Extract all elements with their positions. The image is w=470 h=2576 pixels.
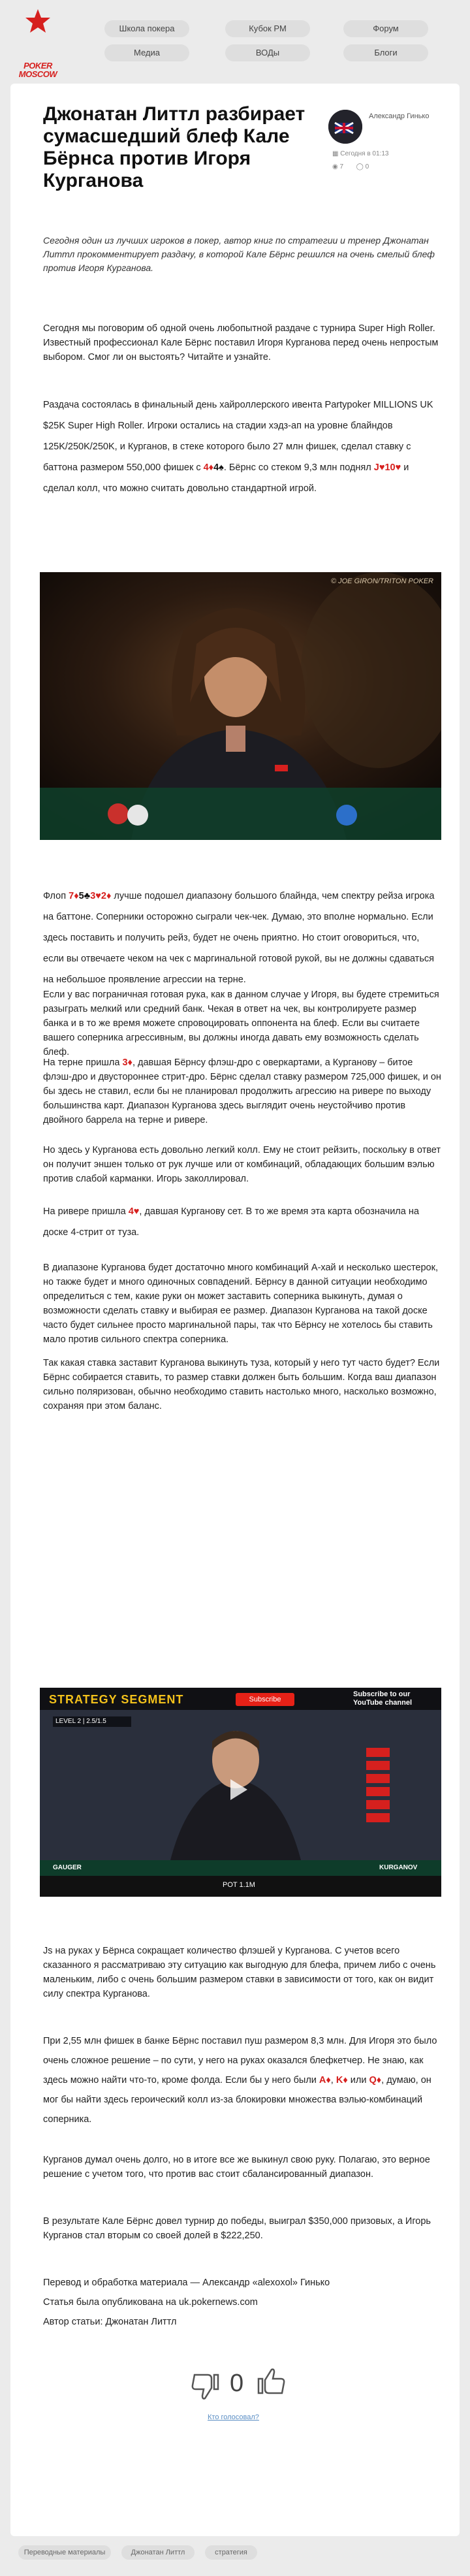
nav-poker-school[interactable]: Школа покера	[104, 20, 189, 37]
card-3d: 3♦	[122, 1057, 133, 1068]
nav-vods[interactable]: ВОДы	[225, 44, 310, 61]
video-pot: POT 1.1M	[223, 1881, 255, 1889]
who-voted-link[interactable]: Кто голосовал?	[208, 2413, 259, 2421]
paragraph-3: Флоп 7♦5♣3♥2♦ лучше подошел диапазону большого блайнда, чем спектру рейза игрока на баттоне. Соперники осторожно сыграли чек-чек. Думаю, это вполне нормально. Если здесь поставить и получить рейз, будет не очень приятно. Но стоит оговориться, что, если вы отвечаете чеком на чек с маргинальной готовой рукой, вы не должны сдаваться на небольшое проявление агрессии на терне.	[43, 891, 435, 985]
video-subscribe-button[interactable]: Subscribe	[236, 1693, 294, 1706]
credit-source: Статья была опубликована на uk.pokernews.com	[43, 2297, 258, 2308]
comments-count: 0	[365, 163, 369, 170]
card-7d: 7♦	[69, 891, 79, 901]
article-title: Джонатан Литтл разбирает сумасшедший блеф Кале Бёрнса против Игоря Курганова	[43, 103, 306, 191]
vote-widget	[189, 2366, 294, 2411]
card-3h: 3♥	[90, 891, 101, 901]
nav-cup[interactable]: Кубок РМ	[225, 20, 310, 37]
credit-author: Автор статьи: Джонатан Литтл	[43, 2317, 177, 2327]
card-qd: Q♦	[369, 2075, 382, 2085]
paragraph-2: Раздача состоялась в финальный день хайроллерского ивента Partypoker MILLIONS UK $25K Super High Roller. Игроки остались на стадии хэдз-ап на уровне блайндов 125K/250K/250K, и Курганов, в стеке которого было 27 млн фишек, сделал ставку с баттона размером 550,000 фишек с 4♦4♠. Бёрнс со стеком 9,3 млн поднял J♥10♥ и сделал колл, что можно считать довольно стандартной игрой.	[43, 400, 433, 494]
card-jh: J♥	[373, 462, 385, 473]
tag-strategy[interactable]: стратегия	[205, 2545, 257, 2560]
paragraph-12: Курганов думал очень долго, но в итоге все же выкинул свою руку. Полагаю, это верное решение с учетом того, что против вас стоит сбалансированный диапазон.	[43, 2155, 430, 2180]
publish-date: Сегодня в 01:13	[340, 150, 389, 157]
play-icon[interactable]	[230, 1779, 247, 1800]
paragraph-4: Если у вас пограничная готовая рука, как в данном случае у Игоря, вы будете стремиться разыграть мелкий или средний банк. Чекая в ответ на чек, вы контролируете размер банка и в то же время можете спровоцировать оппонента на блеф. Если вы считаете вашего соперника агрессивным, вы должны иногда давать ему возможность сделать блеф.	[43, 990, 439, 1057]
publish-date-row	[332, 150, 388, 157]
avatar[interactable]	[328, 110, 362, 144]
site-header	[0, 0, 470, 84]
paragraph-7: На ривере пришла 4♥, давшая Курганову сет. В то же время эта карта обозначила на доске 4-стрит от туза.	[43, 1206, 419, 1238]
card-2d: 2♦	[101, 891, 112, 901]
stats-row	[332, 163, 369, 170]
calendar-icon: ▦	[332, 150, 339, 157]
logo-text-moscow: MOSCOW	[18, 69, 57, 79]
tag-jonathan-little[interactable]: Джонатан Литтл	[121, 2545, 195, 2560]
tag-translations[interactable]: Переводные материалы	[18, 2545, 111, 2560]
nav-blogs[interactable]: Блоги	[343, 44, 428, 61]
card-ad: A♦	[319, 2075, 331, 2085]
paragraph-9: Так какая ставка заставит Курганова выкинуть туза, который у него тут часто будет? Если Бёрнс собирается ставить, то размер ставки должен быть большим. Когда ваш диапазон сильно поляризован, обычно необходимо ставить настолько много, насколько возможно, сохраняя при этом баланс.	[43, 1358, 440, 1411]
card-kd: K♦	[336, 2075, 348, 2085]
card-4s: 4♠	[213, 462, 224, 473]
video-subscribe-text: Subscribe to our YouTube channel	[353, 1690, 413, 1707]
site-logo[interactable]	[13, 8, 63, 77]
video-segment-title: STRATEGY SEGMENT	[49, 1693, 184, 1706]
youtube-video[interactable]	[40, 1688, 441, 1897]
video-level: LEVEL 2 | 2.5/1.5	[55, 1718, 106, 1725]
author-block	[328, 110, 452, 170]
logo-text-poker: POKER	[24, 61, 52, 71]
nav-media[interactable]: Медиа	[104, 44, 189, 61]
comment-icon: ◯	[356, 163, 364, 170]
card-4h: 4♥	[128, 1206, 140, 1217]
paragraph-5: На терне пришла 3♦, давшая Бёрнсу флэш-дро с оверкартами, а Курганову – битое флэш-дро и двустороннее стрит-дро. Бёрнс сделал ставку размером 725,000 фишек, и он бы здесь не ставил, если бы не планировал продолжить агрессию на ривере по выходу большинства карт. Диапазон Курганова здесь выглядит очень неустойчиво против двойного баррела на терне и ривере.	[43, 1057, 441, 1125]
video-player2: KURGANOV	[379, 1864, 418, 1871]
video-player1: GAUGER	[53, 1864, 82, 1871]
paragraph-13: В результате Кале Бёрнс довел турнир до победы, выиграл $350,000 призовых, а Игорь Курганов стал вторым со своей долей в $222,250.	[43, 2216, 431, 2241]
views-count: 7	[339, 163, 344, 170]
credit-translator: Перевод и обработка материала — Александр «alexoxol» Гинько	[43, 2278, 330, 2288]
thumbs-down-icon[interactable]	[189, 2370, 222, 2402]
paragraph-8: В диапазоне Курганова будет достаточно много комбинаций А-хай и несколько шестерок, но также будет и много одиночных совпадений. Бёрнсу в данной ситуации необходимо определиться с тем, какие руки он может заставить соперника выкинуть, думая о возможности сделать ставку и выбирая ее размер. Диапазон Курганова на такой доске часто будет сильнее просто маргинальной пары, так что Бёрнсу не хотелось бы ставить мало против сильного спектра соперника.	[43, 1263, 438, 1345]
paragraph-10: Js на руках у Бёрнса сокращает количество флэшей у Курганова. С учетов всего сказанного я рассматриваю эту ситуацию как выгодную для блефа, причем либо с очень маленьким, либо с очень большим размером ставки в зависимости от того, как он видит силу спектра Курганова.	[43, 1946, 436, 1999]
paragraph-1: Сегодня мы поговорим об одной очень любопытной раздаче с турнира Super High Roller. Известный профессионал Кале Бёрнс поставил Игоря Курганова перед очень непростым выбором. Смог ли он выстоять? Читайте и узнайте.	[43, 323, 439, 362]
card-4d: 4♦	[203, 462, 214, 473]
author-name[interactable]: Александр Гинько	[369, 112, 430, 120]
article-lead: Сегодня один из лучших игроков в покер, автор книг по стратегии и тренер Джонатан Литтл прокомментирует раздачу, в которой Кале Бёрнс решился на очень смелый блеф против Игоря Курганова.	[43, 235, 435, 273]
nav-forum[interactable]: Форум	[343, 20, 428, 37]
player-photo	[40, 572, 441, 840]
eye-icon: ◉	[332, 163, 338, 170]
photo-credit: © JOE GIRON/TRITON POKER	[330, 577, 433, 585]
red-star-icon	[25, 8, 51, 34]
card-5c: 5♣	[78, 891, 91, 901]
player-photo-illustration	[40, 572, 441, 840]
avatar-flag-icon	[328, 110, 362, 144]
card-10h: 10♥	[384, 462, 401, 473]
article-card	[10, 84, 460, 2536]
vote-count: 0	[230, 2370, 244, 2397]
paragraph-11: При 2,55 млн фишек в банке Бёрнс поставил пуш размером 8,3 млн. Для Игоря это было очень сложное решение – по сути, у него на руках оказался блефкетчер. Не знаю, как здесь можно найти что-то, кроме фолда. Если бы у него были A♦, K♦ или Q♦, думаю, он мог бы найти здесь героический колл из-за блокировки множества вэлью-комбинаций соперника.	[43, 2036, 437, 2125]
thumbs-up-icon[interactable]	[255, 2366, 287, 2398]
paragraph-6: Но здесь у Курганова есть довольно легкий колл. Ему не стоит рейзить, поскольку в ответ он получит эншен только от рук лучше или от комбинаций, обладающих большим вэлью против слабой карманки. Игорь заколлировал.	[43, 1145, 441, 1184]
